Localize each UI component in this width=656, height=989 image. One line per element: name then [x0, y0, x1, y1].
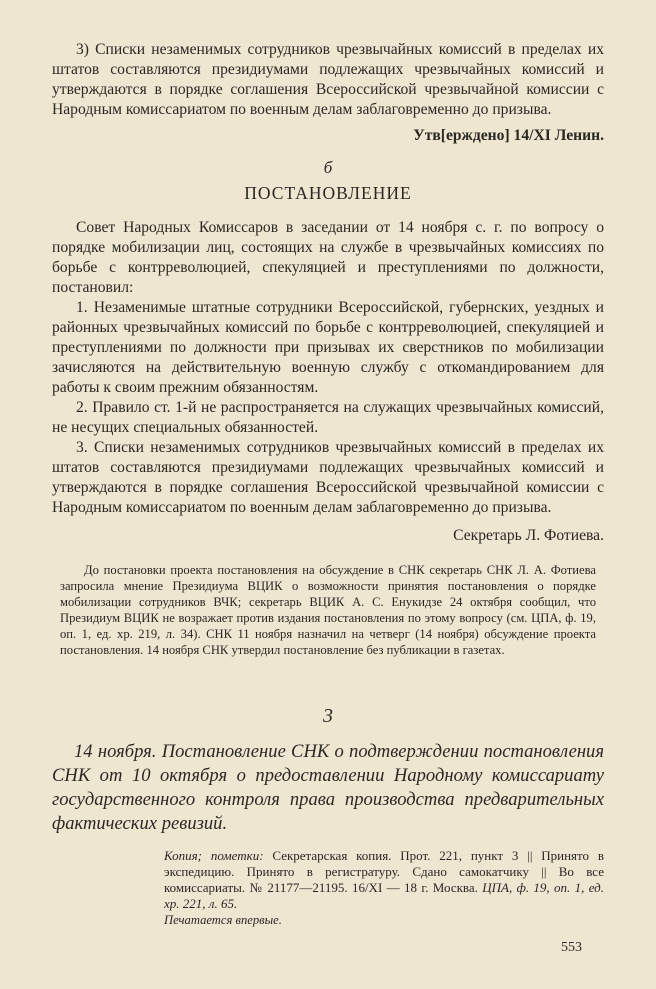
resolution-item-2: 2. Правило ст. 1-й не распространяется на служащих чрезвычайных комиссий, не несущих специальных обязанностей.: [52, 399, 604, 436]
page-number: 553: [561, 940, 582, 955]
source-label: Копия; пометки:: [164, 848, 264, 863]
section-letter: б: [323, 158, 333, 177]
source-text: Секретарская копия. Прот. 221, пункт 3 || Принято в экспедицию. Принято в регистратуру. Сдано самокатчику || Во все комиссариаты. № 21177—21195. 16/XI — 18 г. Москва.: [164, 848, 605, 895]
resolution-preamble: Совет Народных Комиссаров в заседании от 14 ноября с. г. по вопросу о порядке мобилизации лиц, состоящих на службе в чрезвычайных комиссиях по борьбе с контрреволюцией, спекуляцией и преступлениями по должности, постановил:: [52, 219, 604, 296]
resolution-item-3: 3. Списки незаменимых сотрудников чрезвычайных комиссий в пределах их штатов составляются президиумами подлежащих чрезвычайных комиссий и утверждаются в порядке соглашения Всероссийской чрезвычайной комиссии с Народным комиссариатом по военным делам заблаговременно до призыва.: [52, 439, 604, 516]
document-title: 14 ноября. Постановление СНК о подтверждении постановления СНК от 10 октября о предоставлении Народному комиссариату государственного контроля права производства предварительных фактических ревизий.: [52, 741, 604, 834]
approval-signature: Утв[ерждено] 14/XI Ленин.: [413, 127, 604, 144]
resolution-item-1: 1. Незаменимые штатные сотрудники Всероссийской, губернских, уездных и районных чрезвычайных комиссий по борьбе с контрреволюцией, спекуляцией и преступлениями по должности при призывах их сверстников по мобилизации зачисляются на действительную военную службу с откомандированием для работы к своим прежним обязанностям.: [52, 299, 604, 396]
editorial-note: До постановки проекта постановления на обсуждение в СНК секретарь СНК Л. А. Фотиева запросила мнение Президиума ВЦИК о возможности принятия постановления о порядке мобилизации сотрудников ВЧК; секретарь ВЦИК А. С. Енукидзе 24 октября сообщил, что Президиум ВЦИК не возражает против издания постановления по этому вопросу (см. ЦПА, ф. 19, оп. 1, ед. хр. 219, л. 34). СНК 11 ноября назначил на четверг (14 ноября) обсуждение проекта постановления. 14 ноября СНК утвердил постановление без публикации в газетах.: [60, 563, 596, 657]
printed-first-note: Печатается впервые.: [164, 913, 282, 927]
section-heading: ПОСТАНОВЛЕНИЕ: [244, 183, 412, 203]
source-archive: ЦПА, ф. 19, оп. 1, ед. хр. 221, л. 65.: [164, 880, 604, 911]
paragraph-item-3: 3) Списки незаменимых сотрудников чрезвычайных комиссий в пределах их штатов составляются президиумами подлежащих чрезвычайных комиссий и утверждаются в порядке соглашения Всероссийской чрезвычайной комиссии с Народным комиссариатом по военным делам заблаговременно до призыва.: [52, 41, 604, 118]
secretary-signature: Секретарь Л. Фотиева.: [453, 527, 604, 544]
document-number: 3: [323, 705, 333, 727]
source-note: [164, 848, 604, 912]
